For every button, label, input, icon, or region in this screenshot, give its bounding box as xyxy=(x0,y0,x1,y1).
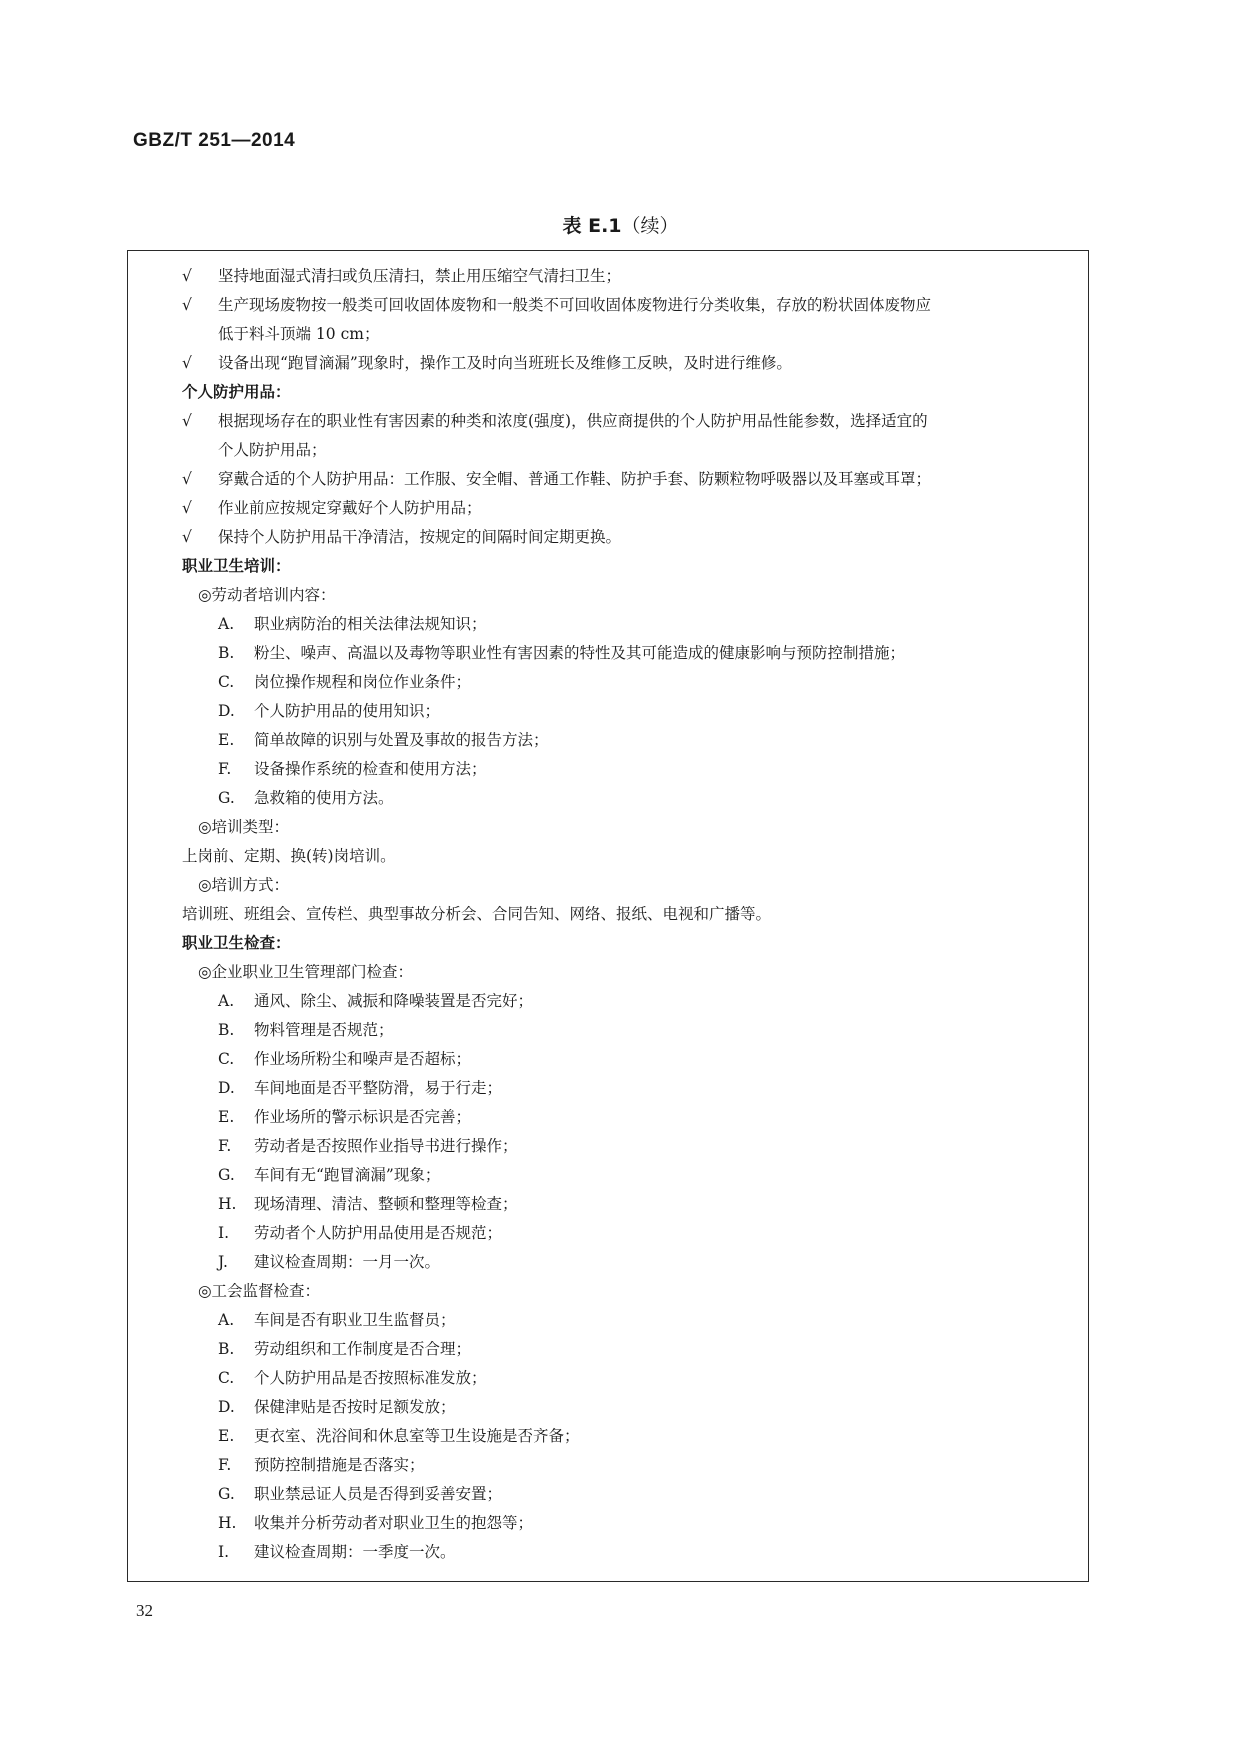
subsection-heading xyxy=(182,813,1082,842)
line-text: 作业场所的警示标识是否完善； xyxy=(254,1108,472,1126)
line-text: 作业前应按规定穿戴好个人防护用品； xyxy=(218,499,482,517)
lettered-item xyxy=(182,1045,1082,1074)
line-text: 个人防护用品是否按照标准发放； xyxy=(254,1369,487,1387)
lettered-item xyxy=(182,1364,1082,1393)
lettered-item xyxy=(182,987,1082,1016)
item-letter: G. xyxy=(218,1166,235,1184)
line-text: 预防控制措施是否落实； xyxy=(254,1456,425,1474)
item-letter: E. xyxy=(218,731,235,749)
section-heading xyxy=(182,552,1082,581)
lettered-item xyxy=(182,697,1082,726)
line-text: 简单故障的识别与处置及事故的报告方法； xyxy=(254,731,549,749)
item-letter: C. xyxy=(218,1050,235,1068)
item-letter: A. xyxy=(218,1311,235,1329)
lettered-item xyxy=(182,1132,1082,1161)
check-mark-icon: √ xyxy=(182,528,192,546)
line-text: 更衣室、洗浴间和休息室等卫生设施是否齐备； xyxy=(254,1427,580,1445)
lettered-item xyxy=(182,1016,1082,1045)
line-text: 个人防护用品的使用知识； xyxy=(254,702,441,720)
checklist-item xyxy=(182,291,1082,320)
check-mark-icon: √ xyxy=(182,412,192,430)
item-letter: A. xyxy=(218,615,235,633)
lettered-item xyxy=(182,1306,1082,1335)
lettered-item xyxy=(182,1393,1082,1422)
lettered-item xyxy=(182,610,1082,639)
plain-text-line xyxy=(182,900,1082,929)
lettered-item xyxy=(182,1480,1082,1509)
lettered-item xyxy=(182,1219,1082,1248)
subsection-heading xyxy=(182,581,1082,610)
lettered-item xyxy=(182,1161,1082,1190)
line-text: ◎培训类型： xyxy=(198,818,290,836)
line-text: 车间有无“跑冒滴漏”现象； xyxy=(254,1166,441,1184)
item-letter: G. xyxy=(218,789,235,807)
item-letter: F. xyxy=(218,1456,232,1474)
item-letter: I. xyxy=(218,1543,230,1561)
line-text: 车间地面是否平整防滑，易于行走； xyxy=(254,1079,503,1097)
lettered-item xyxy=(182,1509,1082,1538)
item-letter: J. xyxy=(218,1253,228,1271)
line-text: 现场清理、清洁、整顿和整理等检查； xyxy=(254,1195,518,1213)
lettered-item xyxy=(182,1335,1082,1364)
line-text: 岗位操作规程和岗位作业条件； xyxy=(254,673,472,691)
lettered-item xyxy=(182,1103,1082,1132)
section-heading xyxy=(182,378,1082,407)
line-text: 急救箱的使用方法。 xyxy=(254,789,394,807)
line-text: 建议检查周期：一季度一次。 xyxy=(254,1543,456,1561)
checklist-item xyxy=(182,523,1082,552)
line-text: 作业场所粉尘和噪声是否超标； xyxy=(254,1050,472,1068)
line-text: 根据现场存在的职业性有害因素的种类和浓度(强度)，供应商提供的个人防护用品性能参数，选择适宜的 xyxy=(218,412,928,430)
line-text: 低于料斗顶端 10 cm； xyxy=(218,325,380,343)
check-mark-icon: √ xyxy=(182,470,192,488)
item-letter: C. xyxy=(218,673,235,691)
line-text: 保持个人防护用品干净清洁，按规定的间隔时间定期更换。 xyxy=(218,528,622,546)
check-mark-icon: √ xyxy=(182,354,192,372)
section-heading xyxy=(182,929,1082,958)
lettered-item xyxy=(182,1074,1082,1103)
item-letter: E. xyxy=(218,1427,235,1445)
line-text: ◎劳动者培训内容： xyxy=(198,586,336,604)
item-letter: D. xyxy=(218,1079,235,1097)
item-letter: B. xyxy=(218,644,235,662)
lettered-item xyxy=(182,1190,1082,1219)
checklist-item xyxy=(182,262,1082,291)
line-text: 劳动组织和工作制度是否合理； xyxy=(254,1340,472,1358)
line-text: 建议检查周期：一月一次。 xyxy=(254,1253,441,1271)
table-title-main: 表 E.1 xyxy=(562,215,622,237)
line-text: 个人防护用品； xyxy=(218,441,327,459)
lettered-item xyxy=(182,784,1082,813)
item-letter: D. xyxy=(218,1398,235,1416)
line-text: 坚持地面湿式清扫或负压清扫，禁止用压缩空气清扫卫生； xyxy=(218,267,622,285)
item-letter: G. xyxy=(218,1485,235,1503)
line-text: 保健津贴是否按时足额发放； xyxy=(254,1398,456,1416)
plain-text-line xyxy=(182,842,1082,871)
line-text: 培训班、班组会、宣传栏、典型事故分析会、合同告知、网络、报纸、电视和广播等。 xyxy=(182,905,772,923)
subsection-heading xyxy=(182,1277,1082,1306)
line-text: ◎培训方式： xyxy=(198,876,290,894)
lettered-item xyxy=(182,1538,1082,1567)
item-letter: F. xyxy=(218,760,232,778)
line-text: 职业卫生检查： xyxy=(182,934,291,952)
check-mark-icon: √ xyxy=(182,296,192,314)
lettered-item xyxy=(182,639,1082,668)
lettered-item xyxy=(182,755,1082,784)
item-letter: B. xyxy=(218,1021,235,1039)
checklist-item xyxy=(182,349,1082,378)
line-text: 劳动者个人防护用品使用是否规范； xyxy=(254,1224,503,1242)
item-letter: A. xyxy=(218,992,235,1010)
item-letter: C. xyxy=(218,1369,235,1387)
line-text: 车间是否有职业卫生监督员； xyxy=(254,1311,456,1329)
line-text: 职业禁忌证人员是否得到妥善安置； xyxy=(254,1485,503,1503)
line-text: ◎工会监督检查： xyxy=(198,1282,321,1300)
item-letter: E. xyxy=(218,1108,235,1126)
lettered-item xyxy=(182,1248,1082,1277)
subsection-heading xyxy=(182,958,1082,987)
lettered-item xyxy=(182,1451,1082,1480)
item-letter: H. xyxy=(218,1514,237,1532)
checklist-item-continuation xyxy=(182,320,1082,349)
subsection-heading xyxy=(182,871,1082,900)
line-text: 通风、除尘、减振和降噪装置是否完好； xyxy=(254,992,534,1010)
line-text: 劳动者是否按照作业指导书进行操作； xyxy=(254,1137,518,1155)
item-letter: I. xyxy=(218,1224,230,1242)
line-text: 设备出现“跑冒滴漏”现象时，操作工及时向当班班长及维修工反映，及时进行维修。 xyxy=(218,354,792,372)
line-text: 生产现场废物按一般类可回收固体废物和一般类不可回收固体废物进行分类收集，存放的粉状固体废物应 xyxy=(218,296,932,314)
line-text: 物料管理是否规范； xyxy=(254,1021,394,1039)
item-letter: D. xyxy=(218,702,235,720)
standard-code: GBZ/T 251—2014 xyxy=(133,130,296,151)
line-text: 职业病防治的相关法律法规知识； xyxy=(254,615,487,633)
line-text: 收集并分析劳动者对职业卫生的抱怨等； xyxy=(254,1514,534,1532)
line-text: 穿戴合适的个人防护用品：工作服、安全帽、普通工作鞋、防护手套、防颗粒物呼吸器以及耳塞或耳罩； xyxy=(218,470,932,488)
checklist-item-continuation xyxy=(182,436,1082,465)
table-title xyxy=(0,211,1241,238)
line-text: ◎企业职业卫生管理部门检查： xyxy=(198,963,414,981)
check-mark-icon: √ xyxy=(182,499,192,517)
checklist-item xyxy=(182,494,1082,523)
line-text: 上岗前、定期、换(转)岗培训。 xyxy=(182,847,396,865)
lettered-item xyxy=(182,668,1082,697)
line-text: 个人防护用品： xyxy=(182,383,291,401)
checklist-item xyxy=(182,407,1082,436)
table-content xyxy=(182,262,1082,1567)
line-text: 粉尘、噪声、高温以及毒物等职业性有害因素的特性及其可能造成的健康影响与预防控制措施； xyxy=(254,644,906,662)
table-title-suffix: （续） xyxy=(621,215,679,237)
item-letter: B. xyxy=(218,1340,235,1358)
page-number: 32 xyxy=(136,1601,153,1620)
item-letter: F. xyxy=(218,1137,232,1155)
check-mark-icon: √ xyxy=(182,267,192,285)
lettered-item xyxy=(182,726,1082,755)
checklist-item xyxy=(182,465,1082,494)
item-letter: H. xyxy=(218,1195,237,1213)
lettered-item xyxy=(182,1422,1082,1451)
line-text: 职业卫生培训： xyxy=(182,557,291,575)
line-text: 设备操作系统的检查和使用方法； xyxy=(254,760,487,778)
